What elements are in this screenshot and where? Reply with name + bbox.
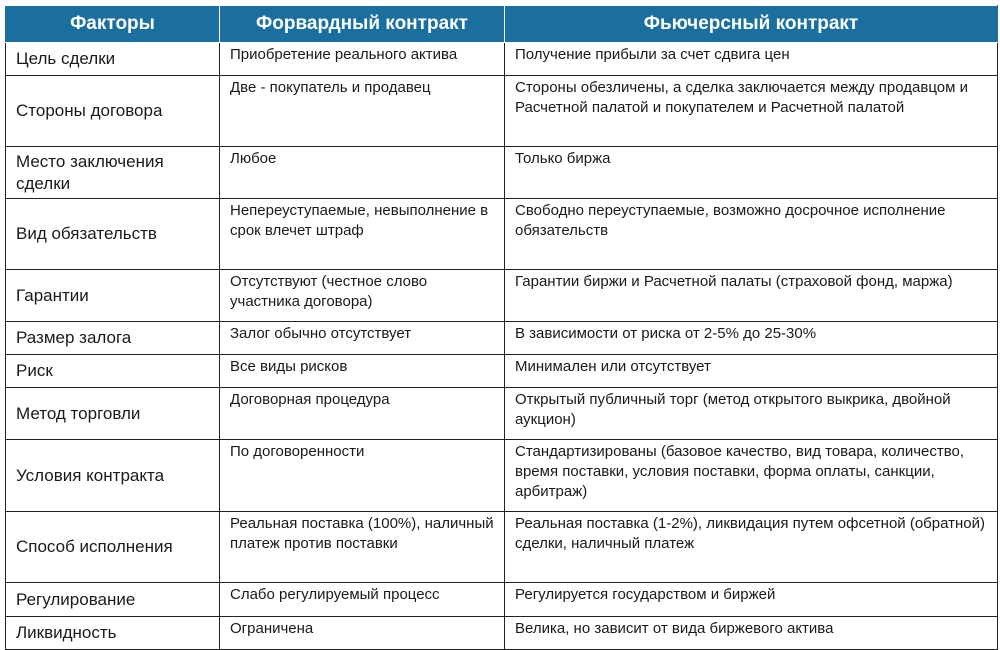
comparison-table: [5, 5, 998, 650]
factor-cell: Условия контракта: [6, 440, 220, 512]
forward-cell: Слабо регулируемый процесс: [220, 583, 505, 617]
factor-cell: Вид обязательств: [6, 199, 220, 270]
table-row: [6, 43, 998, 76]
futures-cell: Регулируется государством и биржей: [505, 583, 998, 617]
futures-cell: Стандартизированы (базовое качество, вид товара, количество, время поставки, условия поставки, форма оплаты, санкции, арбитраж): [505, 440, 998, 512]
table-row: [6, 583, 998, 617]
forward-cell: Договорная процедура: [220, 388, 505, 440]
table-row: [6, 322, 998, 355]
factor-cell: Размер залога: [6, 322, 220, 355]
futures-cell: Реальная поставка (1-2%), ликвидация путем офсетной (обратной) сделки, наличный платеж: [505, 512, 998, 583]
forward-cell: Любое: [220, 147, 505, 199]
table-row: [6, 147, 998, 199]
forward-cell: Ограничена: [220, 617, 505, 650]
header-forward: Форвардный контракт: [220, 6, 505, 43]
table-row: [6, 617, 998, 650]
futures-cell: Минимален или отсутствует: [505, 355, 998, 388]
factor-cell: Метод торговли: [6, 388, 220, 440]
table-row: [6, 388, 998, 440]
table-row: [6, 512, 998, 583]
factor-cell: Ликвидность: [6, 617, 220, 650]
forward-cell: Реальная поставка (100%), наличный платеж против поставки: [220, 512, 505, 583]
forward-cell: Отсутствуют (честное слово участника договора): [220, 270, 505, 322]
forward-cell: Две - покупатель и продавец: [220, 76, 505, 147]
forward-cell: По договоренности: [220, 440, 505, 512]
futures-cell: Стороны обезличены, а сделка заключается между продавцом и Расчетной палатой и покупателем и Расчетной палатой: [505, 76, 998, 147]
futures-cell: Велика, но зависит от вида биржевого актива: [505, 617, 998, 650]
header-futures: Фьючерсный контракт: [505, 6, 998, 43]
table-row: [6, 199, 998, 270]
factor-cell: Регулирование: [6, 583, 220, 617]
table-row: [6, 440, 998, 512]
forward-cell: Залог обычно отсутствует: [220, 322, 505, 355]
factor-cell: Риск: [6, 355, 220, 388]
factor-cell: Стороны договора: [6, 76, 220, 147]
header-row: [6, 6, 998, 43]
futures-cell: Открытый публичный торг (метод открытого выкрика, двойной аукцион): [505, 388, 998, 440]
futures-cell: Получение прибыли за счет сдвига цен: [505, 43, 998, 76]
forward-cell: Непереуступаемые, невыполнение в срок влечет штраф: [220, 199, 505, 270]
header-factors: Факторы: [6, 6, 220, 43]
forward-cell: Приобретение реального актива: [220, 43, 505, 76]
futures-cell: Свободно переуступаемые, возможно досрочное исполнение обязательств: [505, 199, 998, 270]
forward-cell: Все виды рисков: [220, 355, 505, 388]
factor-cell: Гарантии: [6, 270, 220, 322]
factor-cell: Способ исполнения: [6, 512, 220, 583]
futures-cell: Гарантии биржи и Расчетной палаты (страховой фонд, маржа): [505, 270, 998, 322]
factor-cell: Цель сделки: [6, 43, 220, 76]
table-row: [6, 76, 998, 147]
futures-cell: Только биржа: [505, 147, 998, 199]
factor-cell: Место заключения сделки: [6, 147, 220, 199]
table-row: [6, 355, 998, 388]
futures-cell: В зависимости от риска от 2-5% до 25-30%: [505, 322, 998, 355]
table-row: [6, 270, 998, 322]
